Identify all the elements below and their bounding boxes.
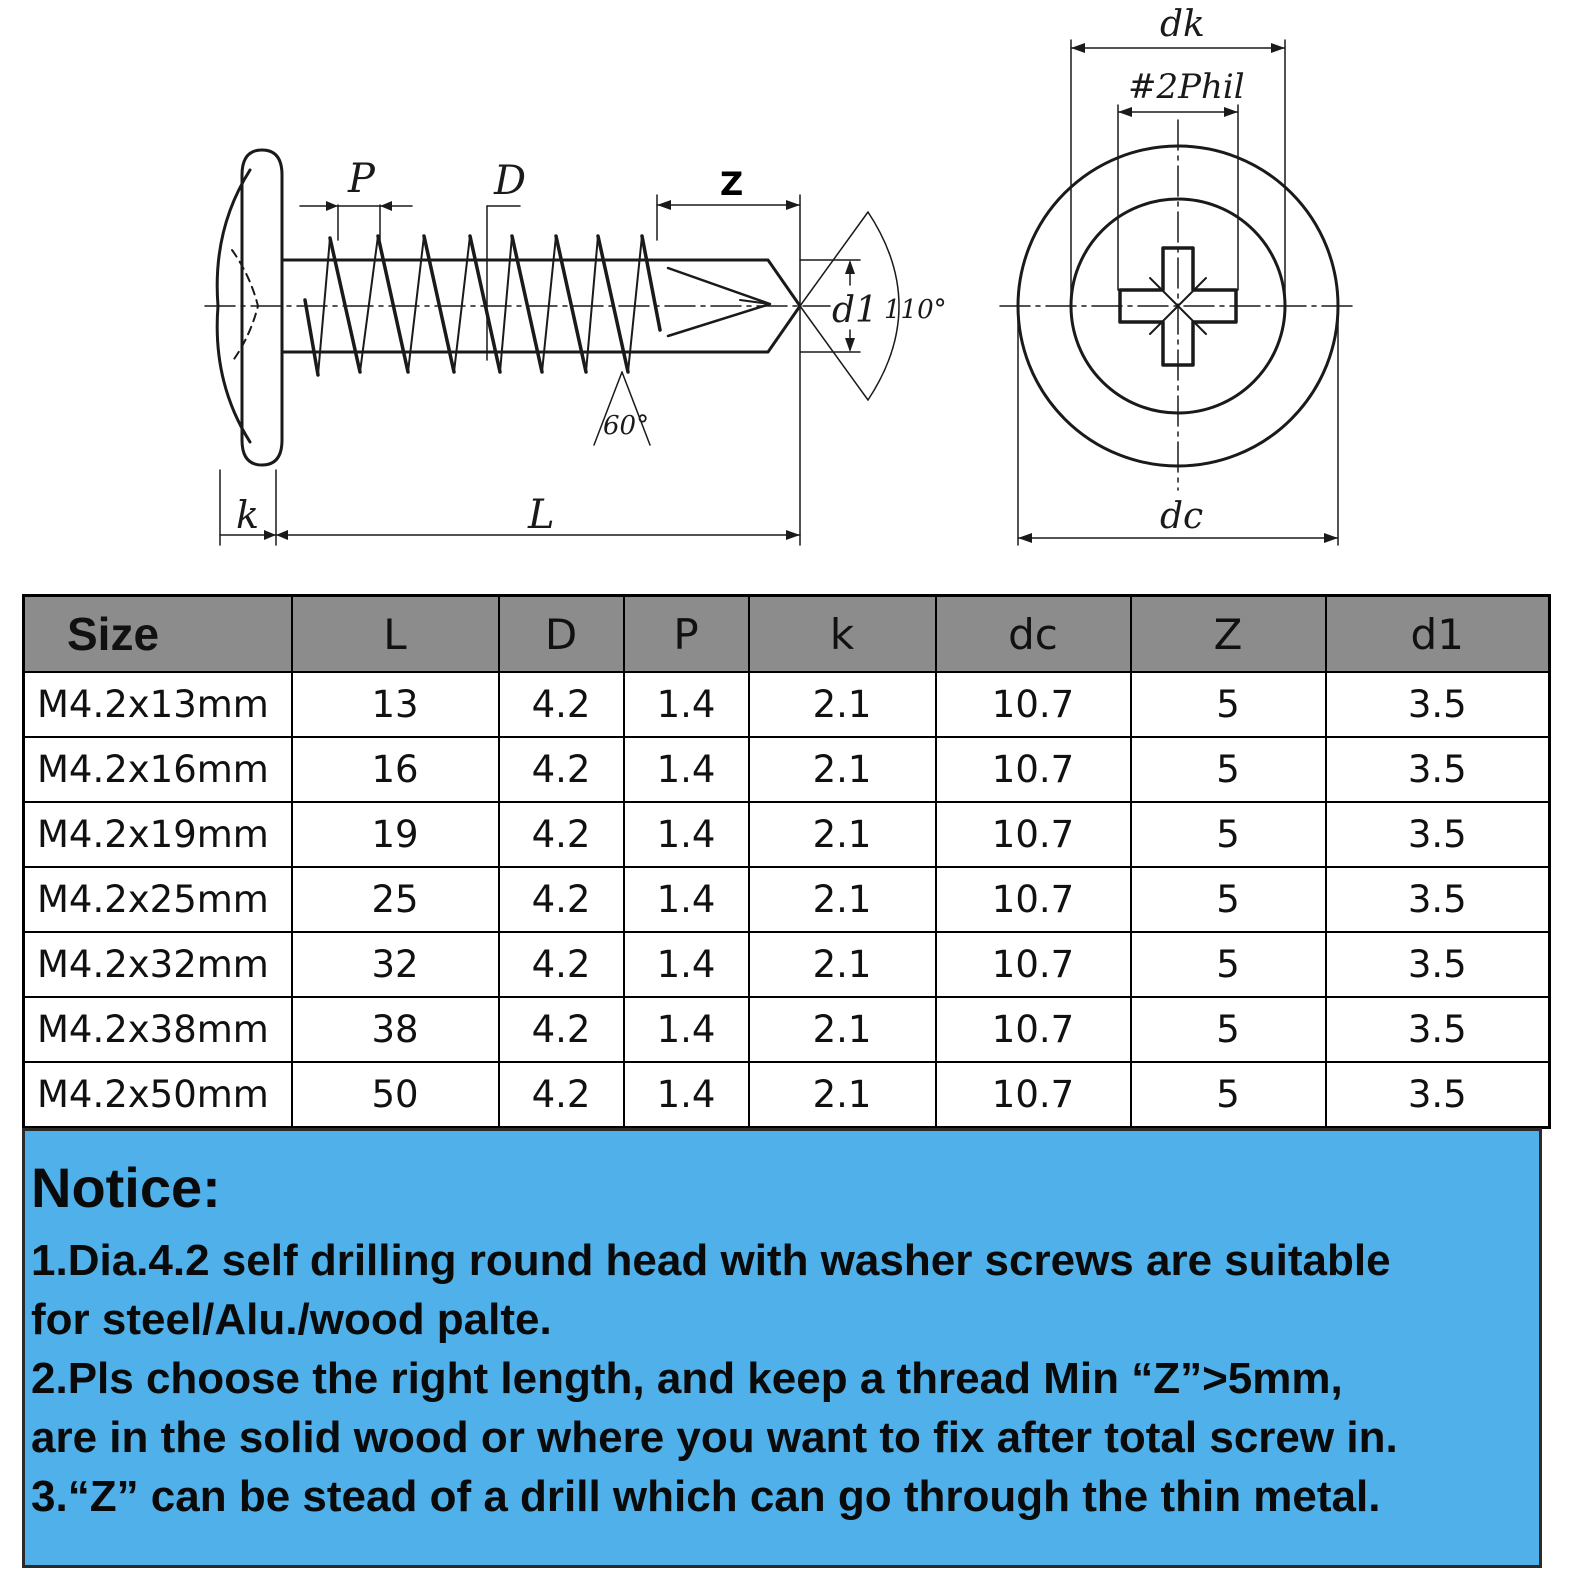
notice-line: for steel/Alu./wood palte.	[31, 1295, 552, 1344]
notice-line: 1.Dia.4.2 self drilling round head with washer screws are suitable	[31, 1236, 1391, 1285]
cell-dc: 10.7	[936, 737, 1131, 802]
table-row	[24, 867, 1550, 932]
cell-d1: 3.5	[1326, 737, 1550, 802]
header-dc: dc	[936, 596, 1131, 673]
cell-z: 5	[1131, 932, 1326, 997]
cell-p: 1.4	[624, 932, 749, 997]
table-header-row	[24, 596, 1550, 673]
label-z: Z	[720, 165, 744, 203]
cell-d1: 3.5	[1326, 932, 1550, 997]
cell-d: 4.2	[499, 802, 624, 867]
cell-d: 4.2	[499, 672, 624, 737]
cell-l: 16	[292, 737, 499, 802]
cell-k: 2.1	[749, 672, 936, 737]
cell-size: M4.2x16mm	[24, 737, 292, 802]
cell-k: 2.1	[749, 802, 936, 867]
cell-l: 13	[292, 672, 499, 737]
cell-size: M4.2x25mm	[24, 867, 292, 932]
label-p: P	[348, 156, 375, 202]
label-d1: d1	[832, 290, 878, 331]
cell-p: 1.4	[624, 672, 749, 737]
cell-dc: 10.7	[936, 997, 1131, 1062]
cell-size: M4.2x50mm	[24, 1062, 292, 1128]
header-l: L	[292, 596, 499, 673]
cell-k: 2.1	[749, 737, 936, 802]
cell-z: 5	[1131, 867, 1326, 932]
notice-line: 2.Pls choose the right length, and keep a thread Min “Z”>5mm,	[31, 1354, 1343, 1403]
cell-d: 4.2	[499, 867, 624, 932]
label-d: D	[494, 158, 527, 204]
cell-dc: 10.7	[936, 672, 1131, 737]
cell-l: 32	[292, 932, 499, 997]
cell-d: 4.2	[499, 1062, 624, 1128]
cell-k: 2.1	[749, 932, 936, 997]
table-row	[24, 997, 1550, 1062]
cell-z: 5	[1131, 737, 1326, 802]
cell-k: 2.1	[749, 997, 936, 1062]
cell-p: 1.4	[624, 1062, 749, 1128]
table-row	[24, 1062, 1550, 1128]
cell-d1: 3.5	[1326, 802, 1550, 867]
label-angle-60: 60°	[603, 411, 650, 441]
cell-k: 2.1	[749, 1062, 936, 1128]
cell-p: 1.4	[624, 737, 749, 802]
cell-l: 38	[292, 997, 499, 1062]
cell-l: 25	[292, 867, 499, 932]
header-d: D	[499, 596, 624, 673]
cell-dc: 10.7	[936, 802, 1131, 867]
label-drive: #2Phil	[1128, 67, 1245, 107]
header-k: k	[749, 596, 936, 673]
header-size: Size	[24, 596, 292, 673]
cell-k: 2.1	[749, 867, 936, 932]
header-z: Z	[1131, 596, 1326, 673]
cell-dc: 10.7	[936, 932, 1131, 997]
label-angle-110: 110°	[884, 295, 947, 325]
cell-dc: 10.7	[936, 867, 1131, 932]
cell-d1: 3.5	[1326, 867, 1550, 932]
cell-d1: 3.5	[1326, 997, 1550, 1062]
cell-p: 1.4	[624, 867, 749, 932]
label-l: L	[528, 492, 555, 538]
cell-d1: 3.5	[1326, 1062, 1550, 1128]
cell-d: 4.2	[499, 737, 624, 802]
cell-p: 1.4	[624, 997, 749, 1062]
cell-d1: 3.5	[1326, 672, 1550, 737]
cell-l: 19	[292, 802, 499, 867]
cell-size: M4.2x38mm	[24, 997, 292, 1062]
cell-z: 5	[1131, 1062, 1326, 1128]
cell-d: 4.2	[499, 997, 624, 1062]
table-row	[24, 932, 1550, 997]
header-p: P	[624, 596, 749, 673]
table-row	[24, 802, 1550, 867]
cell-size: M4.2x13mm	[24, 672, 292, 737]
cell-z: 5	[1131, 997, 1326, 1062]
notice-title: Notice:	[31, 1156, 221, 1219]
notice-line: 3.“Z” can be stead of a drill which can go through the thin metal.	[31, 1472, 1381, 1521]
spec-table	[22, 594, 1551, 1129]
cell-size: M4.2x32mm	[24, 932, 292, 997]
cell-p: 1.4	[624, 802, 749, 867]
cell-size: M4.2x19mm	[24, 802, 292, 867]
label-dk: dk	[1160, 4, 1205, 45]
cell-d: 4.2	[499, 932, 624, 997]
notice-box	[22, 1128, 1542, 1568]
label-dc: dc	[1160, 496, 1204, 537]
notice-line: are in the solid wood or where you want to fix after total screw in.	[31, 1413, 1398, 1462]
header-d1: d1	[1326, 596, 1550, 673]
table-row	[24, 672, 1550, 737]
screw-technical-drawing	[0, 0, 1576, 580]
cell-l: 50	[292, 1062, 499, 1128]
label-k: k	[236, 493, 260, 537]
cell-z: 5	[1131, 672, 1326, 737]
table-row	[24, 737, 1550, 802]
cell-z: 5	[1131, 802, 1326, 867]
cell-dc: 10.7	[936, 1062, 1131, 1128]
